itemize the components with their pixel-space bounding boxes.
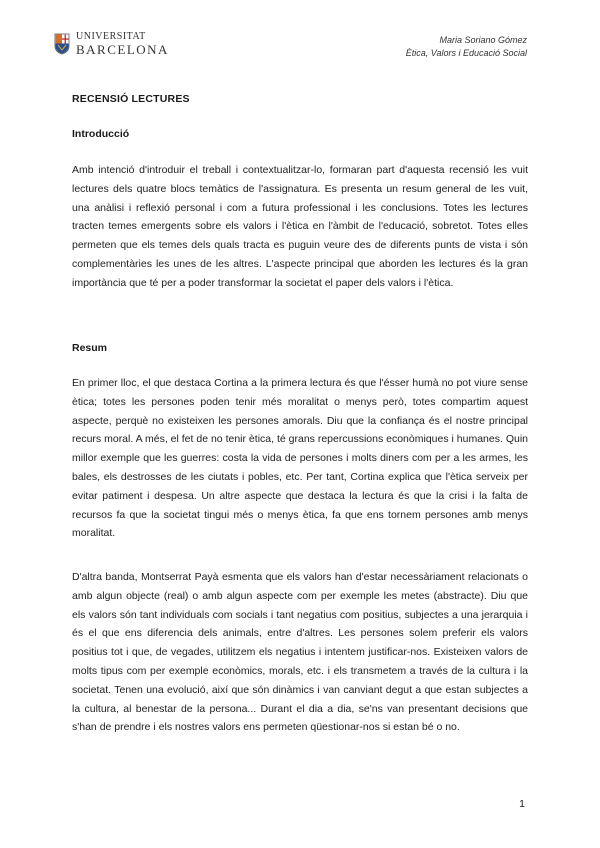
page-header-info — [406, 34, 527, 60]
resum-paragraph-1: En primer lloc, el que destaca Cortina a la primera lectura és que l'ésser humà no pot viure sense ètica; totes les persones poden tenir més moralitat o menys però, totes compartim aquest aspecte, perquè no existeixen les persones amorals. Diu que la confiança és el nostre principal recurs moral. A més, el fet de no tenir ètica, té grans repercussions econòmiques i humanes. Quin millor exemple que les guerres: costa la vida de persones i molts diners com per a les armes, les bales, els destrosses de les ciutats i pobles, etc. Per tant, Cortina explica que l'ètica serveix per evitar patiment i despesa. Un altre aspecte que destaca la lectura és que la crisi i la falta de recursos fa que la societat tingui més o menys ètica, fa que ens tornem persones amb menys moralitat. — [72, 377, 528, 540]
resum-paragraph-2: D'altra banda, Montserrat Payà esmenta que els valors han d'estar necessàriament relacionats o amb algun objecte (real) o amb algun aspecte com per exemple les metes (abstracte). Diu que els valors són tant individuals com socials i tant negatius com positius, subjectes a una jerarquia i és el que ens diferencia dels animals, entre d'altres. Les persones solem preferir els valors positius tot i que, de vegades, utilitzem els negatius i intentem justificar-nos. Existeixen valors de molts tipus com per exemple econòmics, morals, etc. i els transmetem a través de la cultura i la societat. Tenen una evolució, així que són dinàmics i van canviant degut a que estan subjectes a la cultura, al benestar de la persona... Durant el dia a dia, se'ns van presentant decisions que s'han de prendre i els nostres valors ens permeten qüestionar-nos si estan bé o no. — [72, 571, 528, 734]
university-logo — [54, 32, 169, 56]
page-number: 1 — [519, 798, 525, 810]
logo-line-bottom: BARCELONA — [76, 42, 169, 57]
section-heading-introduccio: Introducció — [72, 128, 130, 140]
author-name: Maria Soriano Gómez — [439, 35, 527, 45]
logo-line-top: UNIVERSITAT — [76, 31, 146, 42]
document-title: RECENSIÓ LECTURES — [72, 93, 190, 105]
intro-paragraph: Amb intenció d'introduir el treball i contextualitzar-lo, formaran part d'aquesta recensió les vuit lectures dels quatre blocs temàtics de l'assignatura. Es presenta un resum general de les vuit, una anàlisi i reflexió personal i com a futura professional i les conclusions. Totes les lectures tracten temes emergents sobre els valors i l'ètica en l'àmbit de l'educació, sobretot. Totes elles permeten que els temes dels quals tracta es puguin veure des de diferents punts de vista i són complementàries les unes de les altres. L'aspecte principal que aborden les lectures és la gran importància que té per a poder transformar la societat el paper dels valors i l'ètica. — [72, 164, 528, 289]
course-name: Ètica, Valors i Educació Social — [405, 48, 527, 58]
section-heading-resum: Resum — [72, 342, 108, 354]
university-shield-icon — [54, 33, 70, 55]
